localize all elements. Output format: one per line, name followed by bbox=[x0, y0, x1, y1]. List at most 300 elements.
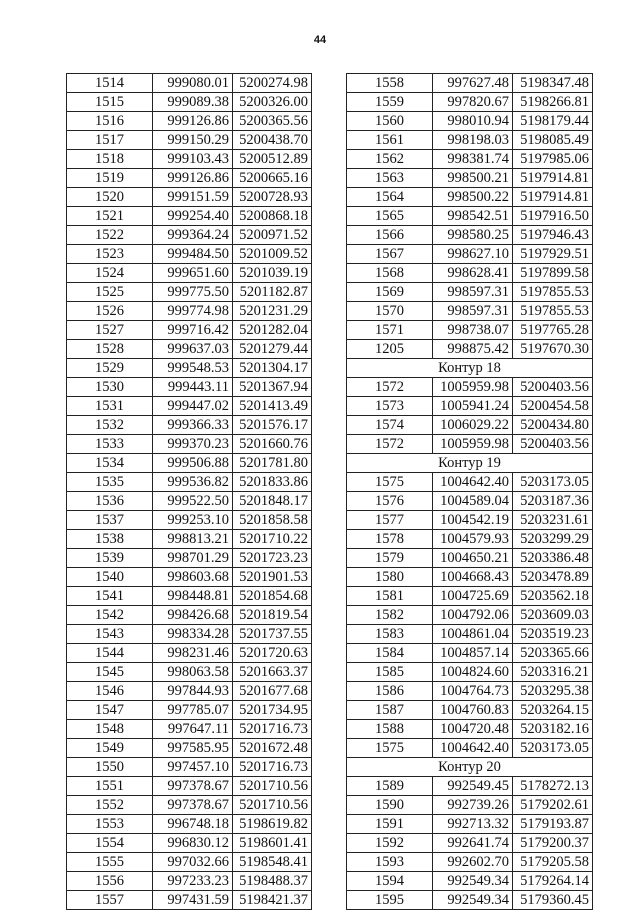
table-row bbox=[67, 758, 312, 777]
point-number-cell: 1554 bbox=[67, 834, 153, 853]
table-row bbox=[67, 74, 312, 93]
y-coordinate-cell: 5197946.43 bbox=[513, 226, 593, 245]
table-row bbox=[347, 321, 593, 340]
contour-heading: Контур 20 bbox=[347, 758, 593, 777]
y-coordinate-cell: 5203316.21 bbox=[513, 663, 593, 682]
table-row bbox=[347, 511, 593, 530]
table-row bbox=[347, 777, 593, 796]
x-coordinate-cell: 998542.51 bbox=[433, 207, 513, 226]
table-row bbox=[67, 112, 312, 131]
x-coordinate-cell: 992549.34 bbox=[433, 891, 513, 910]
point-number-cell: 1565 bbox=[347, 207, 433, 226]
point-number-cell: 1586 bbox=[347, 682, 433, 701]
y-coordinate-cell: 5200434.80 bbox=[513, 416, 593, 435]
y-coordinate-cell: 5197914.81 bbox=[513, 169, 593, 188]
point-number-cell: 1552 bbox=[67, 796, 153, 815]
y-coordinate-cell: 5198421.37 bbox=[233, 891, 312, 910]
x-coordinate-cell: 999150.29 bbox=[153, 131, 233, 150]
x-coordinate-cell: 999447.02 bbox=[153, 397, 233, 416]
table-row bbox=[347, 663, 593, 682]
y-coordinate-cell: 5201819.54 bbox=[233, 606, 312, 625]
y-coordinate-cell: 5201723.23 bbox=[233, 549, 312, 568]
point-number-cell: 1556 bbox=[67, 872, 153, 891]
y-coordinate-cell: 5203519.23 bbox=[513, 625, 593, 644]
y-coordinate-cell: 5198179.44 bbox=[513, 112, 593, 131]
x-coordinate-cell: 1004668.43 bbox=[433, 568, 513, 587]
table-row bbox=[347, 853, 593, 872]
y-coordinate-cell: 5198347.48 bbox=[513, 74, 593, 93]
point-number-cell: 1575 bbox=[347, 739, 433, 758]
point-number-cell: 1525 bbox=[67, 283, 153, 302]
table-row bbox=[67, 834, 312, 853]
point-number-cell: 1595 bbox=[347, 891, 433, 910]
x-coordinate-cell: 1005941.24 bbox=[433, 397, 513, 416]
y-coordinate-cell: 5201716.73 bbox=[233, 720, 312, 739]
point-number-cell: 1558 bbox=[347, 74, 433, 93]
x-coordinate-cell: 992641.74 bbox=[433, 834, 513, 853]
y-coordinate-cell: 5179360.45 bbox=[513, 891, 593, 910]
point-number-cell: 1524 bbox=[67, 264, 153, 283]
x-coordinate-cell: 997785.07 bbox=[153, 701, 233, 720]
y-coordinate-cell: 5201737.55 bbox=[233, 625, 312, 644]
x-coordinate-cell: 999370.23 bbox=[153, 435, 233, 454]
table-row bbox=[67, 188, 312, 207]
table-row bbox=[347, 112, 593, 131]
table-row bbox=[67, 720, 312, 739]
point-number-cell: 1592 bbox=[347, 834, 433, 853]
table-row bbox=[67, 150, 312, 169]
point-number-cell: 1557 bbox=[67, 891, 153, 910]
x-coordinate-cell: 1004720.48 bbox=[433, 720, 513, 739]
point-number-cell: 1568 bbox=[347, 264, 433, 283]
point-number-cell: 1540 bbox=[67, 568, 153, 587]
x-coordinate-cell: 999364.24 bbox=[153, 226, 233, 245]
table-row bbox=[347, 606, 593, 625]
table-row bbox=[347, 815, 593, 834]
y-coordinate-cell: 5179193.87 bbox=[513, 815, 593, 834]
point-number-cell: 1544 bbox=[67, 644, 153, 663]
x-coordinate-cell: 998448.81 bbox=[153, 587, 233, 606]
table-row bbox=[67, 587, 312, 606]
y-coordinate-cell: 5198488.37 bbox=[233, 872, 312, 891]
x-coordinate-cell: 998597.31 bbox=[433, 283, 513, 302]
table-row bbox=[347, 188, 593, 207]
x-coordinate-cell: 999522.50 bbox=[153, 492, 233, 511]
y-coordinate-cell: 5203182.16 bbox=[513, 720, 593, 739]
y-coordinate-cell: 5201663.37 bbox=[233, 663, 312, 682]
y-coordinate-cell: 5203295.38 bbox=[513, 682, 593, 701]
x-coordinate-cell: 999151.59 bbox=[153, 188, 233, 207]
x-coordinate-cell: 998500.22 bbox=[433, 188, 513, 207]
x-coordinate-cell: 997844.93 bbox=[153, 682, 233, 701]
x-coordinate-cell: 999775.50 bbox=[153, 283, 233, 302]
x-coordinate-cell: 997233.23 bbox=[153, 872, 233, 891]
point-number-cell: 1594 bbox=[347, 872, 433, 891]
table-row bbox=[67, 302, 312, 321]
point-number-cell: 1526 bbox=[67, 302, 153, 321]
table-row bbox=[347, 568, 593, 587]
x-coordinate-cell: 997457.10 bbox=[153, 758, 233, 777]
table-row bbox=[67, 454, 312, 473]
point-number-cell: 1548 bbox=[67, 720, 153, 739]
coordinates-table-left bbox=[66, 73, 312, 910]
table-row bbox=[347, 302, 593, 321]
point-number-cell: 1576 bbox=[347, 492, 433, 511]
x-coordinate-cell: 997627.48 bbox=[433, 74, 513, 93]
y-coordinate-cell: 5201710.22 bbox=[233, 530, 312, 549]
point-number-cell: 1529 bbox=[67, 359, 153, 378]
x-coordinate-cell: 999716.42 bbox=[153, 321, 233, 340]
point-number-cell: 1571 bbox=[347, 321, 433, 340]
point-number-cell: 1534 bbox=[67, 454, 153, 473]
point-number-cell: 1515 bbox=[67, 93, 153, 112]
x-coordinate-cell: 998198.03 bbox=[433, 131, 513, 150]
point-number-cell: 1536 bbox=[67, 492, 153, 511]
y-coordinate-cell: 5203173.05 bbox=[513, 739, 593, 758]
x-coordinate-cell: 1004642.40 bbox=[433, 739, 513, 758]
x-coordinate-cell: 992549.45 bbox=[433, 777, 513, 796]
x-coordinate-cell: 998701.29 bbox=[153, 549, 233, 568]
point-number-cell: 1545 bbox=[67, 663, 153, 682]
x-coordinate-cell: 999774.98 bbox=[153, 302, 233, 321]
table-row bbox=[67, 625, 312, 644]
y-coordinate-cell: 5200971.52 bbox=[233, 226, 312, 245]
x-coordinate-cell: 1004861.04 bbox=[433, 625, 513, 644]
x-coordinate-cell: 997431.59 bbox=[153, 891, 233, 910]
y-coordinate-cell: 5197855.53 bbox=[513, 302, 593, 321]
x-coordinate-cell: 1004650.21 bbox=[433, 549, 513, 568]
table-row bbox=[67, 644, 312, 663]
x-coordinate-cell: 998738.07 bbox=[433, 321, 513, 340]
x-coordinate-cell: 998813.21 bbox=[153, 530, 233, 549]
x-coordinate-cell: 1006029.22 bbox=[433, 416, 513, 435]
x-coordinate-cell: 992713.32 bbox=[433, 815, 513, 834]
table-row bbox=[347, 701, 593, 720]
table-row bbox=[67, 492, 312, 511]
y-coordinate-cell: 5200728.93 bbox=[233, 188, 312, 207]
point-number-cell: 1579 bbox=[347, 549, 433, 568]
contour-heading-row bbox=[347, 758, 593, 777]
y-coordinate-cell: 5201672.48 bbox=[233, 739, 312, 758]
table-row bbox=[347, 93, 593, 112]
table-row bbox=[67, 682, 312, 701]
table-row bbox=[67, 530, 312, 549]
table-row bbox=[347, 397, 593, 416]
table-row bbox=[347, 245, 593, 264]
table-row bbox=[347, 834, 593, 853]
point-number-cell: 1564 bbox=[347, 188, 433, 207]
point-number-cell: 1566 bbox=[347, 226, 433, 245]
table-row bbox=[67, 245, 312, 264]
y-coordinate-cell: 5201660.76 bbox=[233, 435, 312, 454]
x-coordinate-cell: 998063.58 bbox=[153, 663, 233, 682]
y-coordinate-cell: 5203386.48 bbox=[513, 549, 593, 568]
x-coordinate-cell: 1004824.60 bbox=[433, 663, 513, 682]
contour-heading-row bbox=[347, 359, 593, 378]
x-coordinate-cell: 1004642.40 bbox=[433, 473, 513, 492]
point-number-cell: 1514 bbox=[67, 74, 153, 93]
y-coordinate-cell: 5198266.81 bbox=[513, 93, 593, 112]
x-coordinate-cell: 1004542.19 bbox=[433, 511, 513, 530]
x-coordinate-cell: 999126.86 bbox=[153, 169, 233, 188]
y-coordinate-cell: 5201858.58 bbox=[233, 511, 312, 530]
y-coordinate-cell: 5198601.41 bbox=[233, 834, 312, 853]
table-row bbox=[347, 283, 593, 302]
y-coordinate-cell: 5203187.36 bbox=[513, 492, 593, 511]
x-coordinate-cell: 998334.28 bbox=[153, 625, 233, 644]
table-row bbox=[67, 321, 312, 340]
x-coordinate-cell: 996748.18 bbox=[153, 815, 233, 834]
point-number-cell: 1567 bbox=[347, 245, 433, 264]
y-coordinate-cell: 5203609.03 bbox=[513, 606, 593, 625]
page-number: 44 bbox=[313, 34, 327, 46]
contour-heading-row bbox=[347, 454, 593, 473]
table-row bbox=[347, 492, 593, 511]
y-coordinate-cell: 5201716.73 bbox=[233, 758, 312, 777]
table-row bbox=[67, 872, 312, 891]
table-row bbox=[347, 549, 593, 568]
x-coordinate-cell: 1004579.93 bbox=[433, 530, 513, 549]
x-coordinate-cell: 1005959.98 bbox=[433, 435, 513, 454]
table-row bbox=[67, 359, 312, 378]
y-coordinate-cell: 5201039.19 bbox=[233, 264, 312, 283]
point-number-cell: 1530 bbox=[67, 378, 153, 397]
x-coordinate-cell: 998875.42 bbox=[433, 340, 513, 359]
y-coordinate-cell: 5201182.87 bbox=[233, 283, 312, 302]
x-coordinate-cell: 1005959.98 bbox=[433, 378, 513, 397]
table-row bbox=[347, 625, 593, 644]
x-coordinate-cell: 998627.10 bbox=[433, 245, 513, 264]
x-coordinate-cell: 1004760.83 bbox=[433, 701, 513, 720]
y-coordinate-cell: 5179200.37 bbox=[513, 834, 593, 853]
y-coordinate-cell: 5201367.94 bbox=[233, 378, 312, 397]
table-row bbox=[347, 891, 593, 910]
contour-heading: Контур 19 bbox=[347, 454, 593, 473]
x-coordinate-cell: 998628.41 bbox=[433, 264, 513, 283]
x-coordinate-cell: 997585.95 bbox=[153, 739, 233, 758]
table-row bbox=[347, 435, 593, 454]
x-coordinate-cell: 999548.53 bbox=[153, 359, 233, 378]
y-coordinate-cell: 5201854.68 bbox=[233, 587, 312, 606]
point-number-cell: 1528 bbox=[67, 340, 153, 359]
point-number-cell: 1572 bbox=[347, 435, 433, 454]
x-coordinate-cell: 999651.60 bbox=[153, 264, 233, 283]
y-coordinate-cell: 5201720.63 bbox=[233, 644, 312, 663]
x-coordinate-cell: 998603.68 bbox=[153, 568, 233, 587]
y-coordinate-cell: 5203264.15 bbox=[513, 701, 593, 720]
contour-heading: Контур 18 bbox=[347, 359, 593, 378]
table-row bbox=[347, 720, 593, 739]
y-coordinate-cell: 5203478.89 bbox=[513, 568, 593, 587]
point-number-cell: 1590 bbox=[347, 796, 433, 815]
point-number-cell: 1577 bbox=[347, 511, 433, 530]
table-row bbox=[67, 701, 312, 720]
x-coordinate-cell: 997032.66 bbox=[153, 853, 233, 872]
y-coordinate-cell: 5200438.70 bbox=[233, 131, 312, 150]
table-row bbox=[347, 226, 593, 245]
point-number-cell: 1531 bbox=[67, 397, 153, 416]
x-coordinate-cell: 999506.88 bbox=[153, 454, 233, 473]
table-row bbox=[67, 93, 312, 112]
table-row bbox=[67, 853, 312, 872]
point-number-cell: 1547 bbox=[67, 701, 153, 720]
y-coordinate-cell: 5200403.56 bbox=[513, 435, 593, 454]
x-coordinate-cell: 1004589.04 bbox=[433, 492, 513, 511]
x-coordinate-cell: 1004764.73 bbox=[433, 682, 513, 701]
point-number-cell: 1570 bbox=[347, 302, 433, 321]
table-row bbox=[67, 473, 312, 492]
point-number-cell: 1572 bbox=[347, 378, 433, 397]
point-number-cell: 1551 bbox=[67, 777, 153, 796]
point-number-cell: 1587 bbox=[347, 701, 433, 720]
point-number-cell: 1562 bbox=[347, 150, 433, 169]
y-coordinate-cell: 5203173.05 bbox=[513, 473, 593, 492]
x-coordinate-cell: 997378.67 bbox=[153, 796, 233, 815]
y-coordinate-cell: 5201279.44 bbox=[233, 340, 312, 359]
y-coordinate-cell: 5203562.18 bbox=[513, 587, 593, 606]
y-coordinate-cell: 5200665.16 bbox=[233, 169, 312, 188]
y-coordinate-cell: 5198548.41 bbox=[233, 853, 312, 872]
x-coordinate-cell: 999126.86 bbox=[153, 112, 233, 131]
y-coordinate-cell: 5203231.61 bbox=[513, 511, 593, 530]
x-coordinate-cell: 999484.50 bbox=[153, 245, 233, 264]
y-coordinate-cell: 5198619.82 bbox=[233, 815, 312, 834]
point-number-cell: 1591 bbox=[347, 815, 433, 834]
point-number-cell: 1532 bbox=[67, 416, 153, 435]
x-coordinate-cell: 998381.74 bbox=[433, 150, 513, 169]
x-coordinate-cell: 999253.10 bbox=[153, 511, 233, 530]
y-coordinate-cell: 5179202.61 bbox=[513, 796, 593, 815]
table-row bbox=[67, 435, 312, 454]
point-number-cell: 1543 bbox=[67, 625, 153, 644]
y-coordinate-cell: 5201282.04 bbox=[233, 321, 312, 340]
x-coordinate-cell: 998597.31 bbox=[433, 302, 513, 321]
point-number-cell: 1520 bbox=[67, 188, 153, 207]
y-coordinate-cell: 5200868.18 bbox=[233, 207, 312, 226]
y-coordinate-cell: 5198085.49 bbox=[513, 131, 593, 150]
point-number-cell: 1517 bbox=[67, 131, 153, 150]
x-coordinate-cell: 999080.01 bbox=[153, 74, 233, 93]
y-coordinate-cell: 5201710.56 bbox=[233, 796, 312, 815]
table-row bbox=[67, 511, 312, 530]
y-coordinate-cell: 5201677.68 bbox=[233, 682, 312, 701]
table-row bbox=[67, 378, 312, 397]
y-coordinate-cell: 5197765.28 bbox=[513, 321, 593, 340]
y-coordinate-cell: 5197929.51 bbox=[513, 245, 593, 264]
y-coordinate-cell: 5201833.86 bbox=[233, 473, 312, 492]
table-row bbox=[67, 340, 312, 359]
y-coordinate-cell: 5200454.58 bbox=[513, 397, 593, 416]
table-row bbox=[347, 74, 593, 93]
point-number-cell: 1593 bbox=[347, 853, 433, 872]
table-row bbox=[347, 644, 593, 663]
y-coordinate-cell: 5179205.58 bbox=[513, 853, 593, 872]
table-row bbox=[347, 207, 593, 226]
y-coordinate-cell: 5203365.66 bbox=[513, 644, 593, 663]
y-coordinate-cell: 5200403.56 bbox=[513, 378, 593, 397]
point-number-cell: 1573 bbox=[347, 397, 433, 416]
y-coordinate-cell: 5201781.80 bbox=[233, 454, 312, 473]
point-number-cell: 1559 bbox=[347, 93, 433, 112]
point-number-cell: 1533 bbox=[67, 435, 153, 454]
x-coordinate-cell: 997378.67 bbox=[153, 777, 233, 796]
table-row bbox=[67, 739, 312, 758]
point-number-cell: 1581 bbox=[347, 587, 433, 606]
x-coordinate-cell: 999103.43 bbox=[153, 150, 233, 169]
table-row bbox=[67, 606, 312, 625]
point-number-cell: 1578 bbox=[347, 530, 433, 549]
point-number-cell: 1205 bbox=[347, 340, 433, 359]
table-row bbox=[67, 283, 312, 302]
y-coordinate-cell: 5197916.50 bbox=[513, 207, 593, 226]
y-coordinate-cell: 5201304.17 bbox=[233, 359, 312, 378]
y-coordinate-cell: 5201413.49 bbox=[233, 397, 312, 416]
point-number-cell: 1575 bbox=[347, 473, 433, 492]
table-row bbox=[347, 150, 593, 169]
point-number-cell: 1522 bbox=[67, 226, 153, 245]
table-row bbox=[67, 207, 312, 226]
table-row bbox=[67, 131, 312, 150]
point-number-cell: 1561 bbox=[347, 131, 433, 150]
x-coordinate-cell: 999254.40 bbox=[153, 207, 233, 226]
x-coordinate-cell: 999443.11 bbox=[153, 378, 233, 397]
table-row bbox=[67, 169, 312, 188]
y-coordinate-cell: 5201734.95 bbox=[233, 701, 312, 720]
x-coordinate-cell: 997647.11 bbox=[153, 720, 233, 739]
point-number-cell: 1550 bbox=[67, 758, 153, 777]
table-row bbox=[347, 796, 593, 815]
table-row bbox=[67, 568, 312, 587]
y-coordinate-cell: 5197985.06 bbox=[513, 150, 593, 169]
y-coordinate-cell: 5203299.29 bbox=[513, 530, 593, 549]
table-row bbox=[67, 264, 312, 283]
x-coordinate-cell: 1004792.06 bbox=[433, 606, 513, 625]
y-coordinate-cell: 5201901.53 bbox=[233, 568, 312, 587]
table-row bbox=[347, 739, 593, 758]
y-coordinate-cell: 5178272.13 bbox=[513, 777, 593, 796]
x-coordinate-cell: 998231.46 bbox=[153, 644, 233, 663]
point-number-cell: 1580 bbox=[347, 568, 433, 587]
point-number-cell: 1537 bbox=[67, 511, 153, 530]
x-coordinate-cell: 1004725.69 bbox=[433, 587, 513, 606]
table-row bbox=[347, 587, 593, 606]
y-coordinate-cell: 5197899.58 bbox=[513, 264, 593, 283]
point-number-cell: 1569 bbox=[347, 283, 433, 302]
point-number-cell: 1521 bbox=[67, 207, 153, 226]
table-row bbox=[67, 663, 312, 682]
point-number-cell: 1541 bbox=[67, 587, 153, 606]
x-coordinate-cell: 998580.25 bbox=[433, 226, 513, 245]
x-coordinate-cell: 992549.34 bbox=[433, 872, 513, 891]
point-number-cell: 1583 bbox=[347, 625, 433, 644]
table-row bbox=[67, 397, 312, 416]
point-number-cell: 1555 bbox=[67, 853, 153, 872]
point-number-cell: 1589 bbox=[347, 777, 433, 796]
point-number-cell: 1574 bbox=[347, 416, 433, 435]
point-number-cell: 1584 bbox=[347, 644, 433, 663]
y-coordinate-cell: 5200274.98 bbox=[233, 74, 312, 93]
point-number-cell: 1542 bbox=[67, 606, 153, 625]
table-row bbox=[67, 549, 312, 568]
point-number-cell: 1563 bbox=[347, 169, 433, 188]
table-row bbox=[67, 416, 312, 435]
y-coordinate-cell: 5201009.52 bbox=[233, 245, 312, 264]
y-coordinate-cell: 5200512.89 bbox=[233, 150, 312, 169]
y-coordinate-cell: 5201848.17 bbox=[233, 492, 312, 511]
point-number-cell: 1553 bbox=[67, 815, 153, 834]
table-row bbox=[347, 872, 593, 891]
x-coordinate-cell: 998500.21 bbox=[433, 169, 513, 188]
